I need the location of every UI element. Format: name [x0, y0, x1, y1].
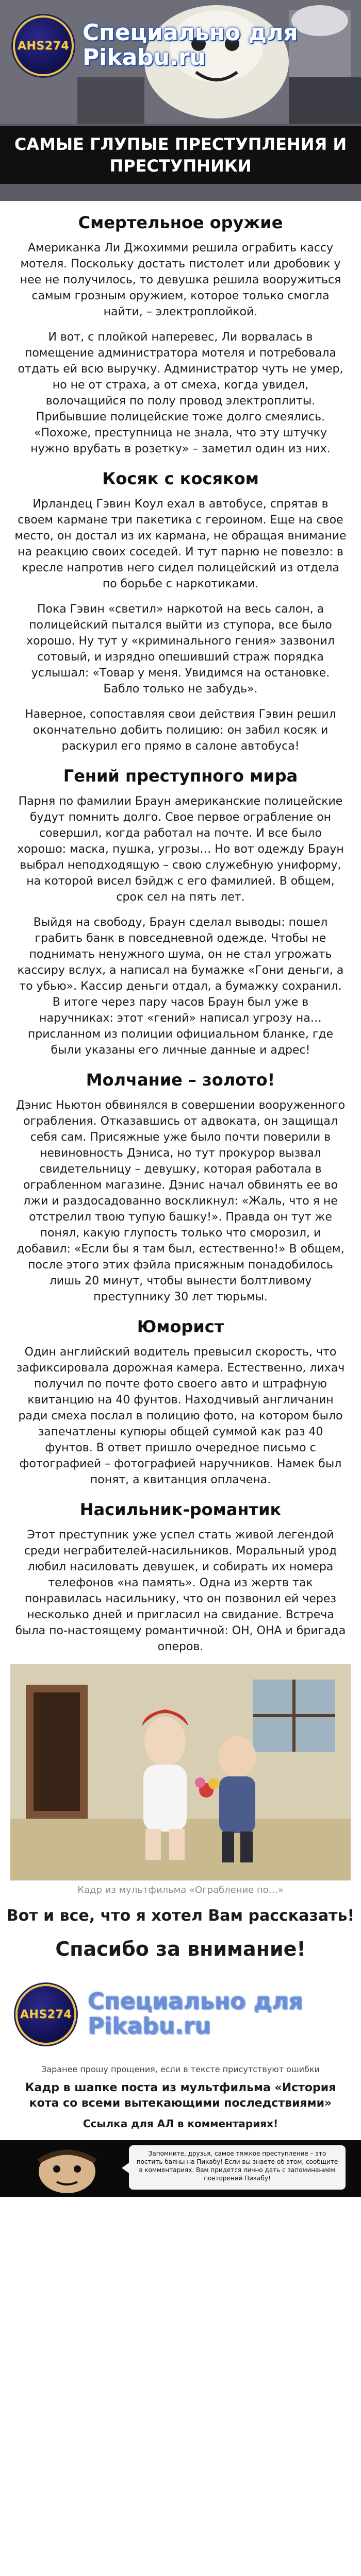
section-humorist — [0, 1316, 361, 1488]
special-line-1: Специально для — [88, 1988, 303, 2014]
section-title: Насильник-романтик — [79, 1500, 282, 1519]
paragraph: Американка Ли Джохимми решила ограбить кассу мотеля. Поскольку достать пистолет или дробовик у нее не получилось, то девушка решила вооружиться самым грозным оружием, которое только смогла найти, – электроплойкой. — [20, 242, 341, 318]
section-criminal-genius — [0, 766, 361, 1058]
paragraph: Этот преступник уже успел стать живой легендой среди неграбителей-насильников. Моральный урод любил насиловать девушек, и собирать их номера телефонов «на память». Одна из жертв так понравилась насильнику, что он позвонил ей через несколько дней и пригласил на свидание. Встреча была по-настоящему романтичной: ОН, ОНА и бригада оперов. — [15, 1529, 346, 1653]
section-joint — [0, 468, 361, 754]
section-deadly-weapon — [0, 212, 361, 457]
paragraph: Один английский водитель превысил скорость, что зафиксировала дорожная камера. Естественно, лихач получил по почте фото своего авто и штрафную квитанцию на 40 фунтов. Находчивый англичанин ради смеха послал в полицию фото, на котором было запечатлены купюры общей суммой как раз 40 фунтов. В ответ пришло очередное письмо с фотографией – фотографией наручников. Намек был понят, а квитанция оплачена. — [16, 1346, 345, 1486]
section-title: Молчание – золото! — [86, 1070, 275, 1090]
link-note: Ссылка для АЛ в комментариях! — [83, 2117, 278, 2130]
paragraph: Наверное, сопоставляя свои действия Гэвин решил окончательно добить полицию: он забил косяк и раскурил его прямо в салоне автобуса! — [25, 708, 336, 753]
image-caption: Кадр из мультфильма «Ограбление по…» — [77, 1885, 284, 1895]
section-silence-gold — [0, 1070, 361, 1305]
header-banner — [0, 0, 361, 201]
author-logo — [13, 15, 74, 76]
paragraph: Выйдя на свободу, Браун сделал выводы: пошел грабить банк в повседневной одежде. Чтобы не поднимать ненужного шума, он не стал угрожать кассиру вслух, а написал на бумажке «Гони деньги, а то убью». Кассир деньги отдал, а бумажку сохранил. В итоге через пару часов Браун был уже в наручниках: этот «гений» написал угрозу на… присланном из полиции официальном бланке, где были указаны его личные данные и адрес! — [17, 916, 344, 1057]
section-title: Косяк с косяком — [102, 469, 259, 488]
header-credit: Кадр в шапке поста из мультфильма «История кота со всеми вытекающими последствиями» — [25, 2081, 336, 2110]
footer-logo — [10, 1974, 351, 2061]
paragraph: Дэнис Ньютон обвинялся в совершении вооруженного ограбления. Отказавшись от адвоката, он защищал себя сам. Присяжные уже было почти поверили в невиновность Дэниса, но тут прокурор вызвал свидетельницу – девушку, которая работала в ограбленном магазине. Дэнис начал обвинять ее во лжи и раздосадованно воскликнул: «Жаль, что я не отстрелил твою тупую башку!». Правда он тут же понял, какую глупость только что сморозил, и добавил: «Если бы я там был, естественно!» В общем, после этого этих фэйла присяжным понадобилось лишь 20 минут, чтобы вынести болтливому преступнику 30 лет тюрьмы. — [15, 1099, 346, 1303]
special-line-1: Специально для — [83, 20, 298, 46]
section-title: Смертельное оружие — [78, 213, 283, 232]
thanks-text: Спасибо за внимание! — [55, 1938, 306, 1960]
character-face-icon — [15, 2143, 119, 2195]
author-logo — [15, 1984, 76, 2045]
section-romantic — [0, 1499, 361, 1655]
paragraph: Пока Гэвин «светил» наркотой на весь салон, а полицейский пытался выйти из ступора, все было хорошо. Ну тут у «криминального гения» зазвонил сотовый, и изрядно опешивший страж порядка услышал: «Товар у меня. Увидимся на остановке. Бабло только не забудь». — [26, 603, 335, 696]
special-for-text — [88, 1989, 303, 2039]
special-for-text — [83, 21, 298, 70]
logo-text: AHS274 — [20, 2008, 72, 2021]
paragraph: И вот, с плойкой наперевес, Ли ворвалась в помещение администратора мотеля и потребовала отдать ей всю выручку. Администратор чуть не умер, но не от страха, а от смеха, когда увидел, волочащийся по полу провод электроплиты. Прибывшие полицейские тоже долго смеялись. «Похоже, преступница не знала, что эту штучку нужно врубать в розетку» – заметил один из них. — [18, 331, 343, 455]
paragraph: Парня по фамилии Браун американские полицейские будут помнить долго. Свое первое ограбление он совершил, когда работал на почте. И все было хорошо: маска, пушка, угрозы… Но вот одежду Браун выбрал неподходящую – свою служебную униформу, на которой висел бэйдж с его фамилией. В общем, срок сел на пять лет. — [17, 795, 344, 904]
section-title: Юморист — [137, 1317, 224, 1336]
cartoon-image — [10, 1664, 351, 1880]
apology-note: Заранее прошу прощения, если в тексте присутствуют ошибки — [41, 2064, 320, 2074]
section-title: Гений преступного мира — [63, 766, 298, 786]
logo-text: AHS274 — [17, 39, 70, 53]
bottom-meme-bar — [0, 2140, 361, 2197]
paragraph: Ирландец Гэвин Коул ехал в автобусе, спрятав в своем кармане три пакетика с героином. Еще на свое место, он достал из их кармана, не обращая внимание на реакцию своих соседей. И тут парню не повезло: в кресле напротив него сидел полицейский из отдела по борьбе с наркотиками. — [14, 498, 347, 590]
closing-text: Вот и все, что я хотел Вам рассказать! — [6, 1907, 355, 1925]
special-line-2: Pikabu.ru — [88, 2013, 211, 2039]
special-line-2: Pikabu.ru — [83, 44, 206, 71]
speech-bubble: Запомните, друзья, самое тяжкое преступление – это постить баяны на Пикабу! Если вы знаете об этом, сообщите в комментариях. Вам придется лично дать с запоминанием повторений Пикабу! — [129, 2145, 346, 2190]
page-title: САМЫЕ ГЛУПЫЕ ПРЕСТУПЛЕНИЯ И ПРЕСТУПНИКИ — [0, 126, 361, 184]
